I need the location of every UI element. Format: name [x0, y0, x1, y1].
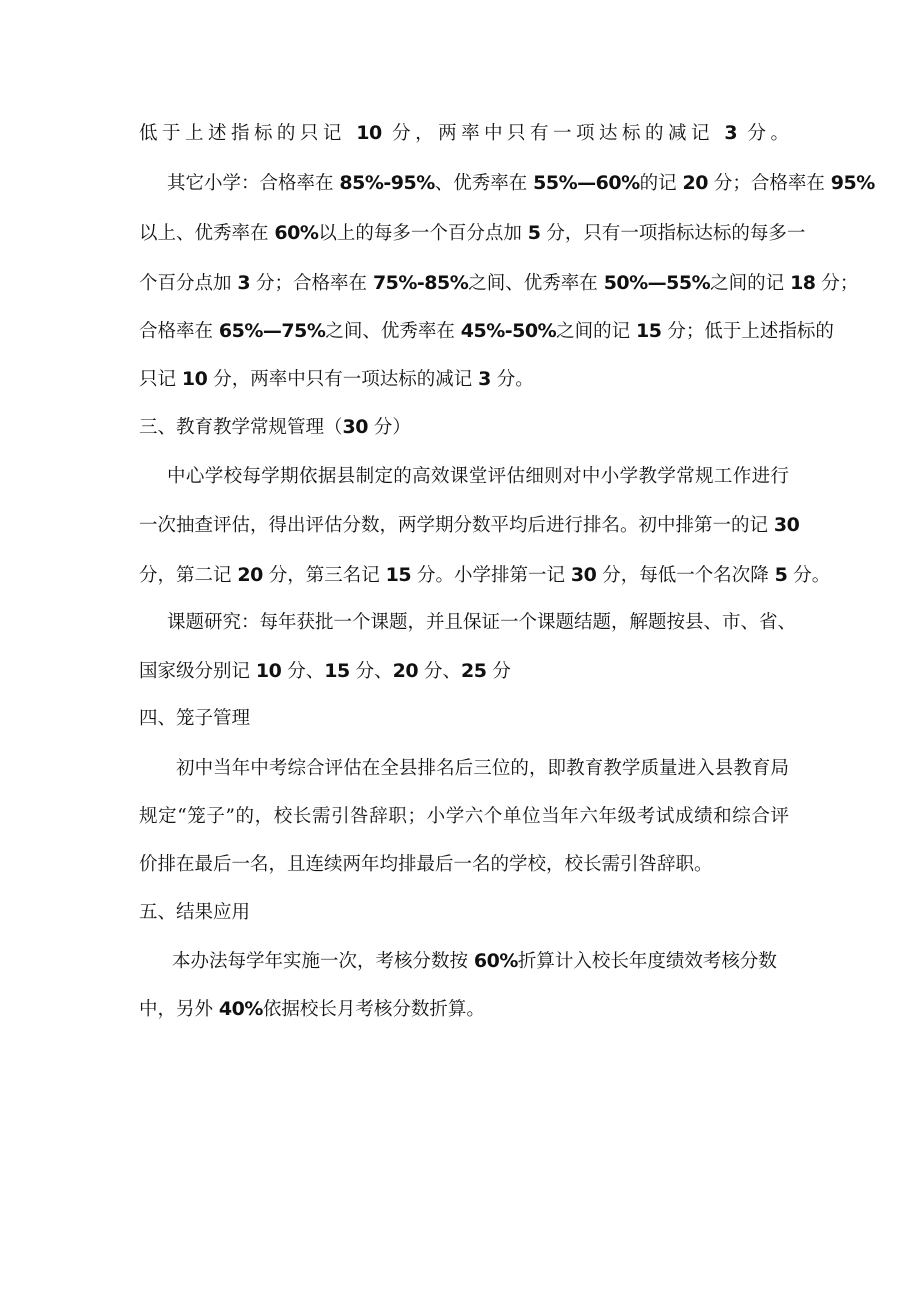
text-line-9: 一次抽查评估，得出评估分数，两学期分数平均后进行排名。初中排第一的记 30: [139, 514, 800, 536]
text-line-14: 初中当年中考综合评估在全县排名后三位的，即教育教学质量进入县教育局: [176, 758, 789, 779]
text-line-12: 国家级分别记 10 分、15 分、20 分、25 分: [139, 660, 511, 682]
text-line-3: 以上、优秀率在 60%以上的每多一个百分点加 5 分，只有一项指标达标的每多一: [139, 222, 806, 244]
text-line-16: 价排在最后一名，且连续两年均排最后一名的学校，校长需引咎辞职。: [139, 854, 713, 875]
text-line-18: 本办法每学年实施一次，考核分数按 60%折算计入校长年度绩效考核分数: [172, 950, 777, 972]
text-line-2: 其它小学：合格率在 85%-95%、优秀率在 55%—60%的记 20 分；合格率在 95%: [167, 172, 875, 194]
section-heading-5: 五、结果应用: [139, 902, 251, 923]
text-line-15: 规定“笼子”的，校长需引咎辞职；小学六个单位当年六年级考试成绩和综合评: [139, 806, 789, 827]
text-line-11: 课题研究：每年获批一个课题，并且保证一个课题结题，解题按县、市、省、: [167, 612, 797, 633]
text-line-4: 个百分点加 3 分；合格率在 75%-85%之间、优秀率在 50%—55%之间的记 18 分；: [139, 272, 859, 294]
text-line-8: 中心学校每学期依据县制定的高效课堂评估细则对中小学教学常规工作进行: [167, 466, 789, 487]
section-heading-4: 四、笼子管理: [139, 708, 251, 729]
text-line-1: 低于上述指标的只记 10 分，两率中只有一项达标的减记 3 分。: [139, 122, 789, 144]
text-line-6: 只记 10 分，两率中只有一项达标的减记 3 分。: [139, 368, 534, 390]
section-heading-3: 三、教育教学常规管理（30 分）: [139, 416, 411, 438]
text-line-10: 分，第二记 20 分，第三名记 15 分。小学排第一记 30 分，每低一个名次降 5 分。: [139, 564, 831, 586]
text-line-5: 合格率在 65%—75%之间、优秀率在 45%-50%之间的记 15 分；低于上述指标的: [139, 320, 834, 342]
text-line-19: 中，另外 40%依据校长月考核分数折算。: [139, 998, 485, 1020]
